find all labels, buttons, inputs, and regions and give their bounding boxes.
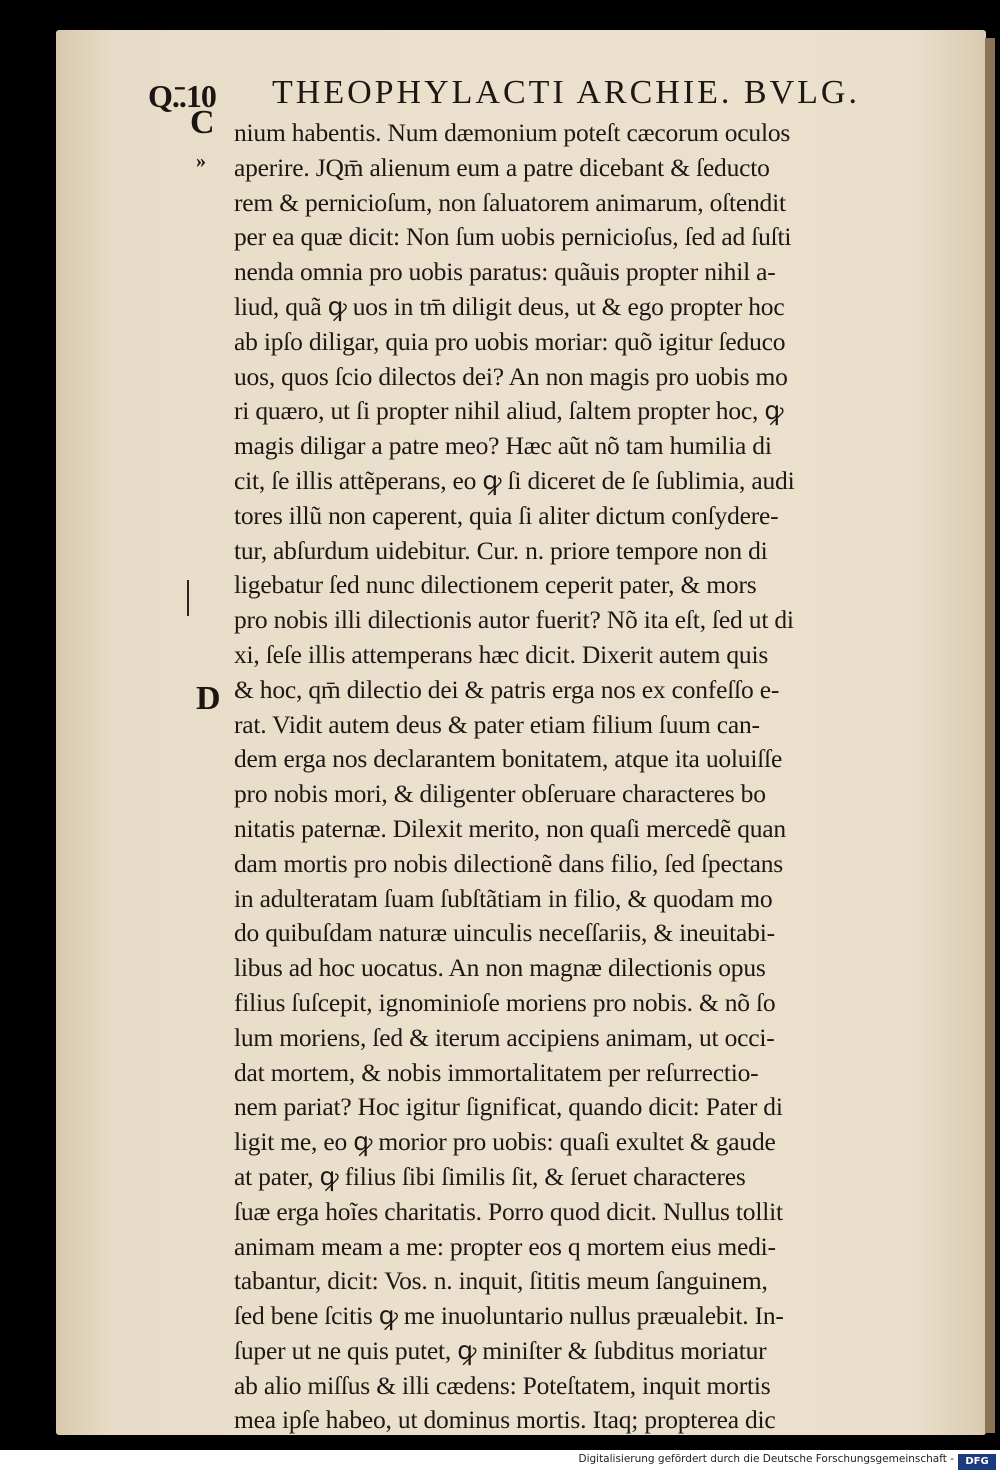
text-line: lum moriens, ſed & iterum accipiens animam, ut occi- (234, 1022, 775, 1052)
text-line: in adulteratam ſuam ſubſtãtiam in filio, & quodam mo (234, 883, 773, 913)
text-line: ſuper ut ne quis putet, ꝙ miniſter & ſubditus moriatur (234, 1335, 767, 1365)
dfg-logo: DFG (958, 1454, 996, 1470)
text-line: do quibuſdam naturæ uinculis neceſſariis, & ineuitabi- (234, 918, 775, 948)
body-text (234, 116, 934, 1438)
text-line: libus ad hoc uocatus. An non magnæ dilectionis opus (234, 953, 766, 983)
text-line: animam meam a me: propter eos q mortem eius medi- (234, 1231, 776, 1261)
text-line: ligebatur ſed nunc dilectionem ceperit pater, & mors (234, 570, 757, 600)
text-line: pro nobis illi dilectionis autor fuerit? Nõ ita eſt, ſed ut di (234, 605, 794, 635)
margin-bar (187, 580, 189, 616)
text-line: ſed bene ſcitis ꝙ me inuoluntario nullus præualebit. In- (234, 1301, 784, 1331)
text-line: dem erga nos declarantem bonitatem, atque ita uoluiſſe (234, 744, 783, 774)
signature-mark: Q.̄.10 (148, 78, 216, 114)
text-line: ligit me, eo ꝙ morior pro uobis: quaſi exultet & gaude (234, 1127, 776, 1157)
text-line: filius ſuſcepit, ignominioſe moriens pro nobis. & nõ ſo (234, 987, 776, 1017)
text-line: nenda omnia pro uobis paratus: quãuis propter nihil a- (234, 257, 776, 287)
text-line: per ea quæ dicit: Non ſum uobis pernicioſus, ſed ad ſuſti (234, 222, 792, 252)
text-line: ab ipſo diligar, quia pro uobis moriar: quõ igitur ſeduco (234, 326, 786, 356)
page-edge (985, 38, 995, 1433)
text-line: nitatis paternæ. Dilexit merito, non quaſi mercedẽ quan (234, 813, 786, 843)
footer-credit: Digitalisierung gefördert durch die Deutsche Forschungsgemeinschaft - (578, 1453, 954, 1465)
text-line: rat. Vidit autem deus & pater etiam filium ſuum can- (234, 709, 760, 739)
text-line: rem & pernicioſum, non ſaluatorem animarum, oſtendit (234, 187, 786, 217)
text-line: tores illũ non caperent, quia ſi aliter dictum conſydere- (234, 500, 779, 530)
text-line: uos, quos ſcio dilectos dei? An non magis pro uobis mo (234, 361, 788, 391)
text-line: ri quæro, ut ſi propter nihil aliud, ſaltem propter hoc, ꝙ (234, 396, 784, 426)
text-line: cit, ſe illis attẽperans, eo ꝙ ſi diceret de ſe ſublimia, audi (234, 465, 795, 495)
text-line: ſuæ erga hoĩes charitatis. Porro quod dicit. Nullus tollit (234, 1196, 783, 1226)
margin-letter-d: D (196, 680, 221, 717)
margin-letter-c: C (190, 104, 215, 141)
text-line: tur, abſurdum uidebitur. Cur. n. priore tempore non di (234, 535, 768, 565)
text-line: ab alio miſſus & illi cædens: Poteſtatem, inquit mortis (234, 1370, 771, 1400)
margin-mark: » (196, 150, 206, 172)
text-line: mea ipſe habeo, ut dominus mortis. Itaq; propterea dic (234, 1405, 776, 1435)
text-line: at pater, ꝙ filius ſibi ſimilis ſit, & ſeruet characteres (234, 1161, 746, 1191)
footer-bar (0, 1450, 1000, 1474)
text-line: liud, quã ꝙ uos in tm̄ diligit deus, ut & ego propter hoc (234, 291, 785, 321)
text-line: nium habentis. Num dæmonium poteſt cæcorum oculos (234, 118, 791, 147)
running-head: THEOPHYLACTI ARCHIE. BVLG. (272, 74, 860, 111)
text-line: dam mortis pro nobis dilectionẽ dans filio, ſed ſpectans (234, 848, 783, 878)
text-line: tabantur, dicit: Vos. n. inquit, ſititis meum ſanguinem, (234, 1266, 768, 1296)
text-line: nem pariat? Hoc igitur ſignificat, quando dicit: Pater di (234, 1092, 783, 1122)
text-line: pro nobis mori, & diligenter obſeruare characteres bo (234, 779, 766, 809)
text-line: aperire. JQm̄ alienum eum a patre dicebant & ſeducto (234, 152, 770, 182)
text-line: dat mortem, & nobis immortalitatem per reſurrectio- (234, 1057, 759, 1087)
text-line: magis diligar a patre meo? Hæc aũt nõ tam humilia di (234, 431, 772, 461)
text-line: & hoc, qm̄ dilectio dei & patris erga nos ex confeſſo e- (234, 674, 780, 704)
text-line: xi, ſeſe illis attemperans hæc dicit. Dixerit autem quis (234, 639, 769, 669)
